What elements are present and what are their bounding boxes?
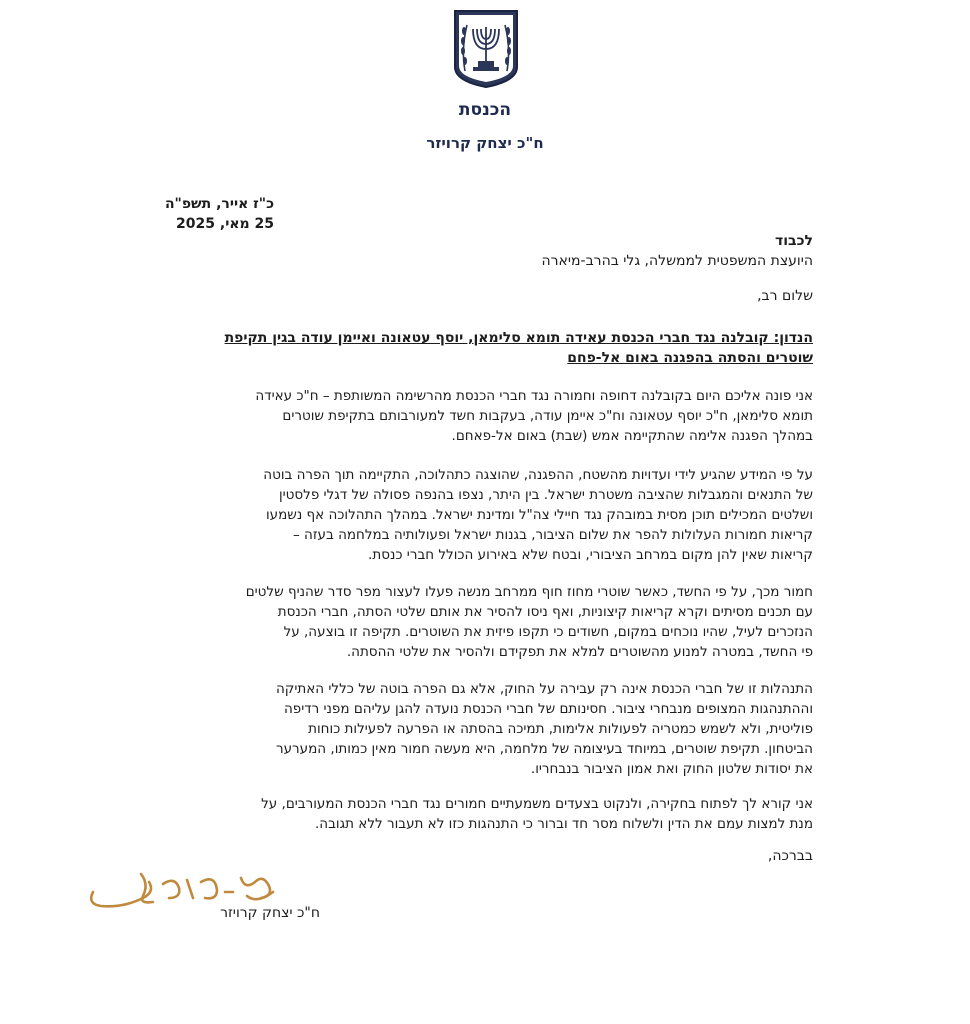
subject-line-text: הנדון: קובלנה נגד חברי הכנסת עאידה תומא סלימאן, יוסף עטאונה ואיימן עודה בגין תקיפת — [224, 330, 813, 346]
body-paragraph — [153, 465, 813, 565]
paragraph-line: אני פונה אליכם היום בקובלנה דחופה וחמורה נגד חברי הכנסת מהרשימה המשותפת – ח"כ עאידה — [255, 388, 813, 404]
paragraph-line: קריאות שאין להן מקום במרחב הציבורי, ובטח שלא באירוע הכולל חברי כנסת. — [368, 547, 813, 563]
paragraph-line: הביטחון. תקיפת שוטרים, במיוחד בעיצומה של מלחמה, היא מעשה חמור מאין כמותו, המערער — [275, 741, 813, 757]
body-paragraph — [153, 794, 813, 834]
paragraph-line: פי החשד, במטרה למנוע מהשוטרים למלא את תפקידם ולהסיר את שלטי ההסתה. — [346, 644, 813, 660]
paragraph-line: מנת למצות עמם את הדין ולשלוח מסר חד וברור כי התנהגות כזו לא תעבור ללא תגובה. — [314, 816, 813, 832]
paragraph-line: תומא סלימאן, ח"כ יוסף עטאונה וח"כ איימן עודה, בעקבות חשד למעורבותם בתקיפת שוטרים — [282, 408, 813, 424]
paragraph-line: וההתנהגות המצופים מנבחרי ציבור. חסינותם של חברי הכנסת נועדה להגן עליהם מפני רדיפה — [283, 701, 813, 717]
subject-line-text: שוטרים והסתה בהפגנה באום אל-פחם — [567, 350, 813, 366]
paragraph-line: הנזכרים לעיל, שהיו נוכחים במקום, חשודים כי תקפו פיזית את השוטרים. תקיפה זו בוצעה, על — [283, 624, 813, 640]
body-paragraph — [153, 582, 813, 662]
paragraph-line: על פי המידע שהגיע לידי ועדויות מהשטח, ההפגנה, שהוצגה כתהלוכה, התקיימה תוך הפרה בוטה — [263, 467, 813, 483]
paragraph-line: התנהלות זו של חברי הכנסת אינה רק עבירה על החוק, אלא גם הפרה בוטה של כללי האתיקה — [275, 681, 813, 697]
paragraph-line: פוליטית, ולא לשמש כמטריה לפעולות אלימות, תמיכה בהסתה או הפרעה לפעילות כוחות — [308, 721, 813, 737]
sender-name: ח"כ יצחק קרויזר — [426, 134, 544, 152]
closing: בברכה, — [767, 848, 813, 864]
paragraph-line: במהלך הפגנה אלימה שהתקיימה אמש (שבת) באום אל-פאחם. — [451, 428, 813, 444]
gregorian-date: 25 מאי, 2025 — [176, 216, 274, 232]
body-paragraph — [153, 679, 813, 779]
addressee-recipient: היועצת המשפטית לממשלה, גלי בהרב-מיארה — [541, 253, 813, 269]
hebrew-date: כ"ז אייר, תשפ"ה — [164, 196, 274, 212]
paragraph-line: קריאות חמורות העלולות להפר את שלום הציבור, בגנות ישראל ופעולותיה במלחמה בעזה – — [292, 527, 813, 543]
greeting: שלום רב, — [757, 288, 813, 304]
org-name: הכנסת — [458, 100, 512, 120]
paragraph-line: חמור מכך, על פי החשד, כאשר שוטרי מחוז חוף ממרחב מנשה פעלו לעצור מפר סדר שהניף שלטים — [245, 584, 813, 600]
addressee-label: לכבוד — [775, 233, 813, 249]
paragraph-line: ושלטים המכילים תוכן מסית במובהק נגד חיילי צה"ל ומדינת ישראל. במהלך התהלוכה אף נשמעו — [265, 507, 813, 523]
menorah-emblem-icon — [453, 9, 519, 89]
paragraph-line: של התנאים והמגבלות שהציבה משטרת ישראל. בין היתר, נצפו בהנפה פסולה של דגלי פלסטין — [278, 487, 813, 503]
paragraph-line: את יסודות שלטון החוק ואת אמון הציבור בנבחריו. — [530, 761, 813, 777]
body-paragraph — [153, 386, 813, 446]
signer-name: ח"כ יצחק קרויזר — [220, 905, 320, 921]
paragraph-line: אני קורא לך לפתוח בחקירה, ולנקוט בצעדים משמעתיים חמורים נגד חברי הכנסת המעורבים, על — [261, 796, 813, 812]
paragraph-line: עם תכנים מסיתים וקרא קריאות קיצוניות, ואף ניסו להסיר את אותם שלטי הסתה, חברי הכנסת — [277, 604, 813, 620]
subject-line — [153, 328, 813, 368]
